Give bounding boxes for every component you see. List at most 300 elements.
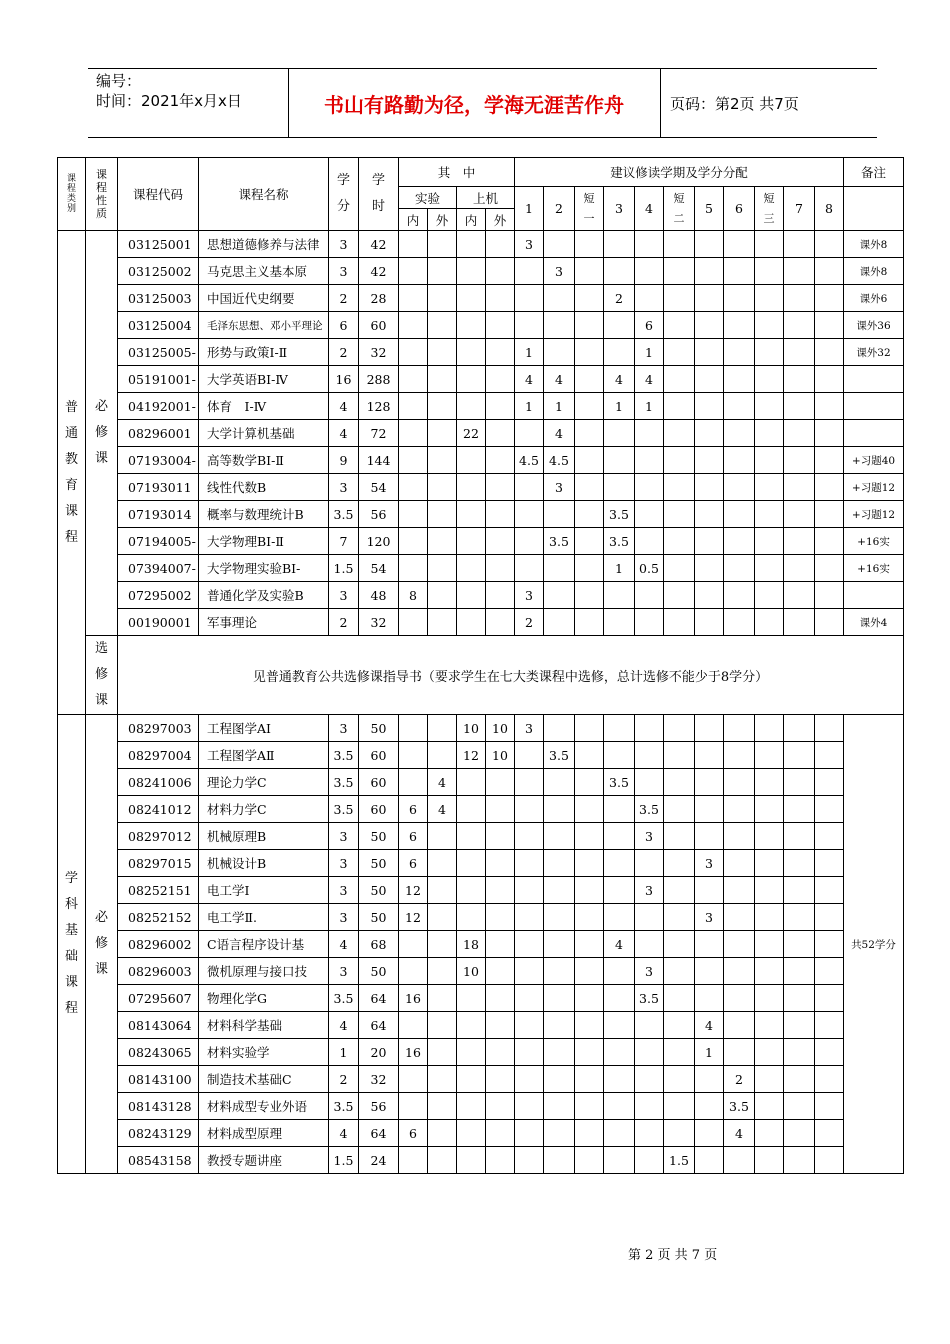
cell-lab-out: [428, 393, 457, 420]
cell-s7: [784, 609, 815, 636]
cell-cpu-out: [486, 958, 515, 985]
cell-s5: [695, 1147, 724, 1174]
cell-s6: [724, 582, 755, 609]
cell-lab-out: [428, 742, 457, 769]
course-code: 08143100: [118, 1066, 199, 1093]
cell-s7: [784, 823, 815, 850]
cell-lab-in: 8: [399, 582, 428, 609]
cell-s5: [695, 985, 724, 1012]
cell-lab-in: [399, 609, 428, 636]
cell-s8: [815, 1066, 844, 1093]
course-code: 08297012: [118, 823, 199, 850]
cell-s2: [544, 823, 575, 850]
cell-s5: [695, 285, 724, 312]
sem-header: 3: [604, 187, 635, 231]
cell-s6: [724, 420, 755, 447]
cell-s4: [635, 850, 664, 877]
cell-s6: 3.5: [724, 1093, 755, 1120]
cell-s8: [815, 1093, 844, 1120]
course-code: 08252152: [118, 904, 199, 931]
cell-s3: 1: [604, 555, 635, 582]
cell-s5: 3: [695, 904, 724, 931]
cell-d3: [755, 609, 784, 636]
cell-cpu-in: [457, 339, 486, 366]
course-hours: 28: [359, 285, 399, 312]
cell-s6: [724, 555, 755, 582]
cell-lab-in: 16: [399, 1039, 428, 1066]
cell-s1: [515, 958, 544, 985]
cell-s5: [695, 528, 724, 555]
cell-s7: [784, 931, 815, 958]
cell-s5: [695, 769, 724, 796]
cell-d1: [575, 609, 604, 636]
cell-s3: 1: [604, 393, 635, 420]
cell-s7: [784, 1093, 815, 1120]
cell-cpu-in: 10: [457, 958, 486, 985]
cell-lab-in: 6: [399, 850, 428, 877]
course-credit: 4: [329, 931, 359, 958]
cell-s7: [784, 366, 815, 393]
cell-d1: [575, 958, 604, 985]
cell-s1: [515, 285, 544, 312]
cell-s6: [724, 1147, 755, 1174]
sem-header: 2: [544, 187, 575, 231]
computer-in-header: 内: [457, 209, 486, 231]
cell-s8: [815, 609, 844, 636]
cell-d3: [755, 850, 784, 877]
course-hours: 32: [359, 339, 399, 366]
cell-s1: 2: [515, 609, 544, 636]
cell-cpu-out: [486, 285, 515, 312]
table-row: [58, 769, 904, 796]
course-credit: 3.5: [329, 769, 359, 796]
course-credit: 3: [329, 715, 359, 742]
course-hours: 288: [359, 366, 399, 393]
cell-s1: 1: [515, 339, 544, 366]
cell-cpu-in: [457, 231, 486, 258]
cell-cpu-out: [486, 447, 515, 474]
cell-lab-in: [399, 931, 428, 958]
cell-cpu-out: [486, 931, 515, 958]
cell-s7: [784, 958, 815, 985]
cell-cpu-out: 10: [486, 715, 515, 742]
cell-d2: 1.5: [664, 1147, 695, 1174]
cell-s7: [784, 877, 815, 904]
course-hours: 120: [359, 528, 399, 555]
cell-s7: [784, 1120, 815, 1147]
course-code: 08243065: [118, 1039, 199, 1066]
cell-lab-out: [428, 231, 457, 258]
course-code: 08243129: [118, 1120, 199, 1147]
cell-s1: [515, 1120, 544, 1147]
course-credit: 2: [329, 285, 359, 312]
cell-s3: [604, 609, 635, 636]
cell-lab-in: [399, 258, 428, 285]
cell-s2: 3: [544, 258, 575, 285]
cell-d2: [664, 231, 695, 258]
cell-s1: [515, 555, 544, 582]
course-code: 03125001: [118, 231, 199, 258]
cell-lab-out: [428, 1093, 457, 1120]
course-hours: 48: [359, 582, 399, 609]
course-name: 形势与政策Ⅰ-Ⅱ: [199, 339, 329, 366]
course-credit: 4: [329, 1012, 359, 1039]
cell-d1: [575, 555, 604, 582]
cell-s6: [724, 985, 755, 1012]
course-name: 工程图学AⅡ: [199, 742, 329, 769]
cell-d2: [664, 904, 695, 931]
course-credit: 4: [329, 393, 359, 420]
cell-cpu-in: [457, 285, 486, 312]
cell-d2: [664, 850, 695, 877]
header-motto: 书山有路勤为径，学海无涯苦作舟: [324, 92, 624, 117]
cell-cpu-out: [486, 474, 515, 501]
course-hours: 60: [359, 769, 399, 796]
course-remark: +16实: [844, 528, 904, 555]
cell-d1: [575, 904, 604, 931]
cell-s5: [695, 474, 724, 501]
cell-s8: [815, 985, 844, 1012]
cell-lab-in: [399, 393, 428, 420]
elective-note: 见普通教育公共选修课指导书（要求学生在七大类课程中选修，总计选修不能少于8学分）: [118, 636, 904, 715]
course-name: 物理化学G: [199, 985, 329, 1012]
cell-s2: [544, 1147, 575, 1174]
cell-s8: [815, 285, 844, 312]
course-name: 机械原理B: [199, 823, 329, 850]
course-hours: 128: [359, 393, 399, 420]
cell-s4: 3.5: [635, 985, 664, 1012]
cell-s5: [695, 715, 724, 742]
course-name: 材料实验学: [199, 1039, 329, 1066]
cell-s6: [724, 393, 755, 420]
cell-s4: [635, 931, 664, 958]
cell-s4: [635, 742, 664, 769]
course-code: 05191001-: [118, 366, 199, 393]
cell-s7: [784, 850, 815, 877]
cell-s1: [515, 258, 544, 285]
cell-cpu-out: [486, 769, 515, 796]
cell-cpu-in: [457, 1147, 486, 1174]
course-credit: 3: [329, 958, 359, 985]
course-code: 08297003: [118, 715, 199, 742]
cell-s4: [635, 582, 664, 609]
course-code: 08296003: [118, 958, 199, 985]
cell-s3: 4: [604, 366, 635, 393]
cell-s5: [695, 823, 724, 850]
cell-d3: [755, 285, 784, 312]
course-name: 大学英语BⅠ-Ⅳ: [199, 366, 329, 393]
cell-d2: [664, 555, 695, 582]
cell-lab-in: 16: [399, 985, 428, 1012]
cell-s3: 3.5: [604, 501, 635, 528]
cell-d2: [664, 823, 695, 850]
cell-s5: 1: [695, 1039, 724, 1066]
cell-lab-in: [399, 958, 428, 985]
cell-s3: [604, 312, 635, 339]
cell-s7: [784, 904, 815, 931]
cell-s2: [544, 1066, 575, 1093]
cell-s1: [515, 904, 544, 931]
cell-lab-out: [428, 501, 457, 528]
course-name: 机械设计B: [199, 850, 329, 877]
cell-s4: 3.5: [635, 796, 664, 823]
cell-s1: [515, 823, 544, 850]
cell-d2: [664, 1039, 695, 1066]
cell-d2: [664, 877, 695, 904]
lab-out-header: 外: [428, 209, 457, 231]
cell-s8: [815, 796, 844, 823]
cell-cpu-out: [486, 1147, 515, 1174]
cell-s2: [544, 609, 575, 636]
cell-s1: [515, 501, 544, 528]
cell-s5: [695, 312, 724, 339]
table-row: [58, 850, 904, 877]
cell-s7: [784, 393, 815, 420]
course-credit: 4: [329, 1120, 359, 1147]
cell-d2: [664, 528, 695, 555]
cell-s5: [695, 366, 724, 393]
cell-cpu-in: [457, 1012, 486, 1039]
cell-s1: [515, 474, 544, 501]
cell-lab-out: [428, 958, 457, 985]
cell-s2: [544, 1039, 575, 1066]
cell-s5: [695, 931, 724, 958]
course-code: 08143064: [118, 1012, 199, 1039]
cell-d2: [664, 1066, 695, 1093]
cell-lab-in: [399, 339, 428, 366]
cell-cpu-in: [457, 366, 486, 393]
course-hours: 42: [359, 258, 399, 285]
header-page-label: 页码：第2页 共7页: [670, 94, 799, 113]
cell-s1: [515, 1012, 544, 1039]
course-hours: 60: [359, 796, 399, 823]
cell-s4: [635, 231, 664, 258]
cell-d1: [575, 1012, 604, 1039]
course-credit: 3: [329, 850, 359, 877]
cell-s6: [724, 366, 755, 393]
course-code: 08296001: [118, 420, 199, 447]
cell-s3: [604, 1147, 635, 1174]
table-row: [58, 474, 904, 501]
cell-s7: [784, 1039, 815, 1066]
table-row: [58, 823, 904, 850]
cell-s4: [635, 528, 664, 555]
cell-d2: [664, 420, 695, 447]
cell-d2: [664, 609, 695, 636]
cell-cpu-out: [486, 904, 515, 931]
col-among-header: 其 中: [399, 158, 515, 187]
course-credit: 3.5: [329, 501, 359, 528]
cell-s1: 3: [515, 231, 544, 258]
cell-s6: [724, 769, 755, 796]
cell-s3: [604, 1039, 635, 1066]
course-credit: 2: [329, 339, 359, 366]
col-lab-header: 实验: [399, 187, 457, 209]
cell-d1: [575, 420, 604, 447]
course-hours: 64: [359, 985, 399, 1012]
cell-d2: [664, 366, 695, 393]
cell-d1: [575, 823, 604, 850]
cell-d1: [575, 339, 604, 366]
course-name: 马克思主义基本原: [199, 258, 329, 285]
course-hours: 56: [359, 1093, 399, 1120]
cell-s3: 4: [604, 931, 635, 958]
cell-s4: [635, 258, 664, 285]
course-name: 材料成型专业外语: [199, 1093, 329, 1120]
course-hours: 20: [359, 1039, 399, 1066]
table-row: [58, 501, 904, 528]
cell-s4: [635, 769, 664, 796]
cell-s6: [724, 609, 755, 636]
cell-s1: [515, 850, 544, 877]
cell-lab-out: [428, 474, 457, 501]
cell-d2: [664, 582, 695, 609]
course-name: 微机原理与接口技: [199, 958, 329, 985]
cell-s1: 4.5: [515, 447, 544, 474]
cell-s5: [695, 877, 724, 904]
course-code: 08543158: [118, 1147, 199, 1174]
cell-lab-out: [428, 582, 457, 609]
cell-s1: [515, 796, 544, 823]
course-name: 大学计算机基础: [199, 420, 329, 447]
cell-s4: [635, 1093, 664, 1120]
cell-s3: [604, 1120, 635, 1147]
cell-s7: [784, 231, 815, 258]
sem-header: 8: [815, 187, 844, 231]
course-credit: 3.5: [329, 1093, 359, 1120]
cell-cpu-out: [486, 393, 515, 420]
cell-s8: [815, 715, 844, 742]
course-credit: 2: [329, 609, 359, 636]
cell-d2: [664, 258, 695, 285]
course-code: 00190001: [118, 609, 199, 636]
cell-d3: [755, 258, 784, 285]
cell-s4: 4: [635, 366, 664, 393]
course-credit: 3.5: [329, 742, 359, 769]
cell-lab-in: [399, 447, 428, 474]
course-name: 大学物理实验BⅠ-: [199, 555, 329, 582]
cell-s4: [635, 420, 664, 447]
cell-cpu-in: [457, 796, 486, 823]
course-remark: +习题12: [844, 501, 904, 528]
cell-d1: [575, 715, 604, 742]
cell-s2: [544, 958, 575, 985]
col-semesters-header: 建议修读学期及学分分配: [515, 158, 844, 187]
cell-s7: [784, 985, 815, 1012]
cell-s4: 3: [635, 823, 664, 850]
cell-s5: [695, 258, 724, 285]
cell-s4: [635, 904, 664, 931]
course-code: 08297015: [118, 850, 199, 877]
table-row: [58, 1093, 904, 1120]
cell-s7: [784, 447, 815, 474]
page-footer: 第 2 页 共 7 页: [628, 1248, 718, 1263]
cell-d2: [664, 1093, 695, 1120]
cell-s2: [544, 555, 575, 582]
cell-s8: [815, 582, 844, 609]
cell-lab-in: 12: [399, 904, 428, 931]
cell-lab-in: [399, 1093, 428, 1120]
cell-lab-out: [428, 931, 457, 958]
table-row-elective: [58, 636, 904, 715]
cell-d3: [755, 1066, 784, 1093]
cell-d2: [664, 474, 695, 501]
cell-cpu-in: [457, 823, 486, 850]
cell-d2: [664, 796, 695, 823]
cell-s4: [635, 609, 664, 636]
cell-cpu-out: [486, 258, 515, 285]
cell-s2: 4.5: [544, 447, 575, 474]
cell-s6: [724, 715, 755, 742]
cell-lab-out: [428, 366, 457, 393]
cell-s6: [724, 958, 755, 985]
cell-cpu-in: [457, 877, 486, 904]
course-name: 理论力学C: [199, 769, 329, 796]
cell-s8: [815, 555, 844, 582]
col-name-header: 课程名称: [199, 158, 329, 231]
cell-d2: [664, 393, 695, 420]
course-name: 军事理论: [199, 609, 329, 636]
cell-cpu-out: [486, 1039, 515, 1066]
cell-cpu-in: [457, 904, 486, 931]
col-code-header: 课程代码: [118, 158, 199, 231]
cell-s5: [695, 958, 724, 985]
cell-cpu-out: [486, 823, 515, 850]
cell-cpu-in: [457, 769, 486, 796]
course-credit: 1.5: [329, 1147, 359, 1174]
cell-s4: [635, 1147, 664, 1174]
type-required: 必 修 课: [86, 231, 118, 636]
table-row: [58, 339, 904, 366]
cell-s3: [604, 339, 635, 366]
type-elective: 选 修 课: [86, 636, 118, 715]
cell-d3: [755, 985, 784, 1012]
sem-header: 7: [784, 187, 815, 231]
cell-s3: 3.5: [604, 769, 635, 796]
cell-d3: [755, 582, 784, 609]
cell-s7: [784, 742, 815, 769]
cell-s6: [724, 312, 755, 339]
sem-header: 4: [635, 187, 664, 231]
cell-lab-out: [428, 258, 457, 285]
course-name: 大学物理BⅠ-Ⅱ: [199, 528, 329, 555]
sem-header: 1: [515, 187, 544, 231]
cell-d3: [755, 931, 784, 958]
course-name: 线性代数B: [199, 474, 329, 501]
cell-d3: [755, 393, 784, 420]
course-code: 08296002: [118, 931, 199, 958]
course-credit: 2: [329, 1066, 359, 1093]
cell-s3: [604, 420, 635, 447]
course-name: 电工学Ⅰ: [199, 877, 329, 904]
cell-lab-out: [428, 985, 457, 1012]
cell-s3: 2: [604, 285, 635, 312]
course-hours: 56: [359, 501, 399, 528]
cell-s6: [724, 904, 755, 931]
cell-s2: [544, 796, 575, 823]
course-name: 材料成型原理: [199, 1120, 329, 1147]
cell-s1: [515, 528, 544, 555]
cell-s2: [544, 312, 575, 339]
cell-s6: [724, 742, 755, 769]
cell-s8: [815, 1012, 844, 1039]
table-row: [58, 447, 904, 474]
cell-d1: [575, 474, 604, 501]
course-remark: +习题12: [844, 474, 904, 501]
cell-lab-in: 12: [399, 877, 428, 904]
cell-s4: [635, 1066, 664, 1093]
cell-cpu-in: [457, 1120, 486, 1147]
